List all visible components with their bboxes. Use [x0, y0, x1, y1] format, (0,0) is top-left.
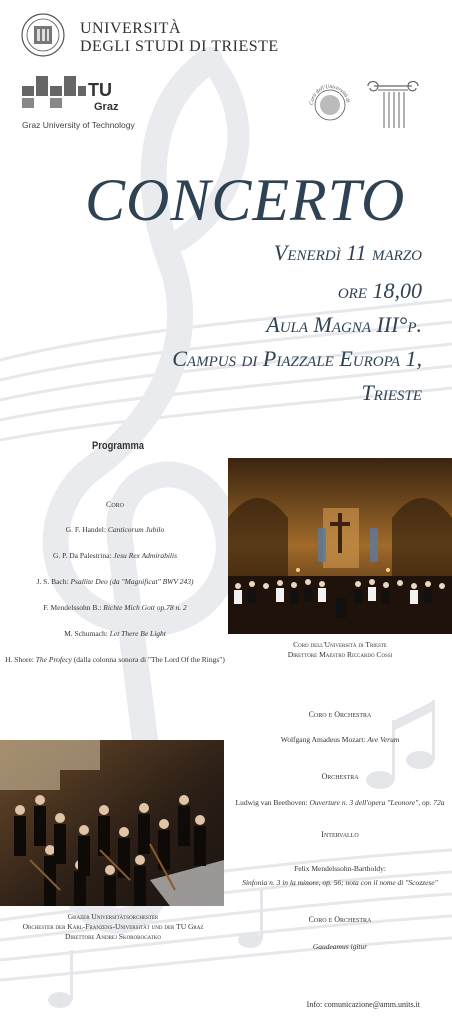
university-seal-icon: [20, 12, 66, 58]
mozart-item: Wolfgang Amadeus Mozart: Ave Verum: [280, 735, 400, 744]
coro-item: M. Schumach: Let There Be Light: [64, 629, 166, 638]
coro-item: J. S. Bach: Psallite Deo (da "Magnificat" BWV 243): [36, 577, 194, 586]
mendelssohn-work: Sinfonia n. 3 in la minore, op. 56; nota con il nome di "Scozzese": [242, 878, 438, 887]
event-time: ore 18,00: [337, 278, 422, 303]
tu-subtitle: Graz University of Technology: [22, 120, 135, 130]
choir-caption-line2: Direttore Maestro Riccardo Cossi: [287, 650, 393, 660]
orchestra-photo: [0, 740, 224, 906]
choir-caption-line1: Coro dell'Università di Trieste: [293, 640, 387, 649]
tu-graz-word: Graz: [94, 101, 119, 113]
orchestra-caption: [0, 912, 226, 942]
choir-photo: [228, 458, 452, 634]
coro-heading: Coro: [105, 500, 124, 509]
coro-item: H. Shore: The Profecy (dalla colonna sonora di "The Lord Of the Rings"): [5, 655, 225, 664]
coro-item: F. Mendelssohn B.: Richte Mich Gott op.78 n. 2: [43, 603, 187, 612]
orchestra-heading: Orchestra: [321, 772, 359, 781]
university-name-line1: UNIVERSITÀ: [80, 20, 181, 37]
event-date: Venerdì 11 marzo: [273, 240, 422, 265]
intervallo-heading: Intervallo: [321, 830, 359, 839]
orchestra-caption-line2: Orchester der Karl-Franzens-Universität und der TU Graz: [22, 922, 204, 932]
orchestra-column-logo-icon: [364, 78, 422, 130]
info-email: Info: comunicazione@amm.units.it: [306, 1000, 420, 1009]
tu-mark: TU: [88, 80, 112, 100]
event-city: Trieste: [361, 380, 422, 405]
university-name: [80, 20, 279, 57]
coro-item: G. F. Handel: Canticorum Jubilo: [65, 525, 165, 534]
coro-orchestra-heading: Coro e Orchestra: [308, 710, 372, 719]
university-name-line2: DEGLI STUDI DI TRIESTE: [80, 38, 279, 56]
beethoven-item: Ludwig van Beethoven: Ouverture n. 3 dell'opera "Leonore", op. 72a: [235, 798, 445, 807]
mendelssohn-composer: Felix Mendelssohn-Bartholdy:: [294, 864, 386, 873]
gaudeamus-item: Gaudeamus igitur: [312, 942, 368, 951]
choir-caption: [228, 640, 452, 660]
event-venue: Aula Magna III°p.: [266, 312, 422, 337]
coro-logo-text: Coro dell'Università di: [308, 83, 351, 106]
event-campus: Campus di Piazzale Europa 1,: [172, 346, 422, 371]
coro-orchestra-heading-2: Coro e Orchestra: [308, 915, 372, 924]
concert-title: CONCERTO: [85, 167, 406, 233]
orchestra-caption-line3: Direttore Andrej Skorobogatko: [64, 932, 162, 942]
coro-item: G. P. Da Palestrina: Jesu Rex Admirabilis: [52, 551, 178, 560]
programma-heading: Programma: [92, 440, 144, 452]
orchestra-caption-line1: Grazer Universitätsorchester: [67, 912, 159, 921]
coro-logo-icon: [305, 80, 355, 130]
